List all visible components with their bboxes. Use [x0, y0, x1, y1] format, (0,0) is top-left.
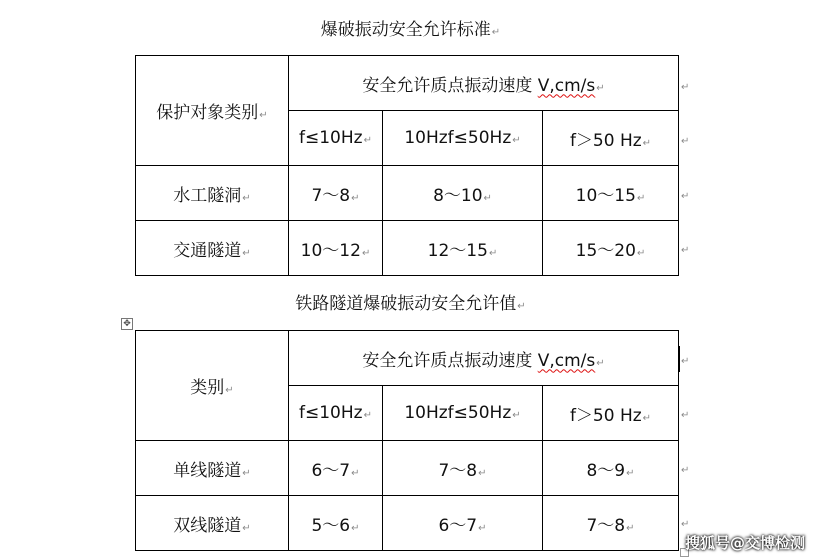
row-label: 交通隧道↵: [136, 221, 289, 276]
row-end-mark: ↵: [681, 245, 690, 256]
table-header-row: [136, 56, 679, 111]
row-end-mark: ↵: [681, 356, 690, 367]
freq-header: f≤10Hz↵: [289, 111, 383, 166]
header-category: 类别↵: [136, 331, 289, 441]
table-cell: 10～12↵: [289, 221, 383, 276]
row-end-mark: ↵: [681, 410, 690, 421]
table-header-row: [136, 331, 679, 386]
table-row: [136, 221, 679, 276]
table-cell: 7～8↵: [543, 496, 679, 551]
row-end-mark: ↵: [681, 136, 690, 147]
freq-header: 10Hzf≤50Hz↵: [383, 386, 543, 441]
table-move-handle-icon[interactable]: ✥: [121, 318, 133, 330]
table-cell: 6～7↵: [289, 441, 383, 496]
freq-header: f＞50 Hz↵: [543, 386, 679, 441]
table-cell: 8～9↵: [543, 441, 679, 496]
row-end-mark: ↵: [681, 82, 690, 93]
table-row: [136, 166, 679, 221]
header-velocity: 安全允许质点振动速度 V,cm/s↵: [289, 331, 679, 386]
watermark: 搜狐号@交博检测: [684, 534, 805, 552]
safety-standard-table: [135, 55, 679, 276]
row-end-mark: ↵: [681, 519, 690, 530]
table-cell: 8～10↵: [383, 166, 543, 221]
table-cell: 6～7↵: [383, 496, 543, 551]
table-cell: 10～15↵: [543, 166, 679, 221]
table-row: [136, 441, 679, 496]
paragraph-mark: ↵: [491, 27, 501, 38]
table-cell: 5～6↵: [289, 496, 383, 551]
freq-header: f＞50 Hz↵: [543, 111, 679, 166]
table-cell: 12～15↵: [383, 221, 543, 276]
table1-title: 爆破振动安全允许标准↵: [320, 20, 501, 40]
text-cursor: [679, 346, 680, 372]
row-end-mark: ↵: [681, 191, 690, 202]
row-label: 双线隧道↵: [136, 496, 289, 551]
paragraph-mark: ↵: [517, 301, 526, 312]
railway-tunnel-table: [135, 330, 679, 551]
table2-title: 铁路隧道爆破振动安全允许值↵: [295, 294, 526, 314]
table-cell: 15～20↵: [543, 221, 679, 276]
table-cell: 7～8↵: [383, 441, 543, 496]
freq-header: 10Hzf≤50Hz↵: [383, 111, 543, 166]
table-row: [136, 496, 679, 551]
row-label: 单线隧道↵: [136, 441, 289, 496]
row-end-mark: ↵: [681, 465, 690, 476]
freq-header: f≤10Hz↵: [289, 386, 383, 441]
row-label: 水工隧洞↵: [136, 166, 289, 221]
header-category: 保护对象类别↵: [136, 56, 289, 166]
header-velocity: 安全允许质点振动速度 V,cm/s↵: [289, 56, 679, 111]
table-cell: 7～8↵: [289, 166, 383, 221]
